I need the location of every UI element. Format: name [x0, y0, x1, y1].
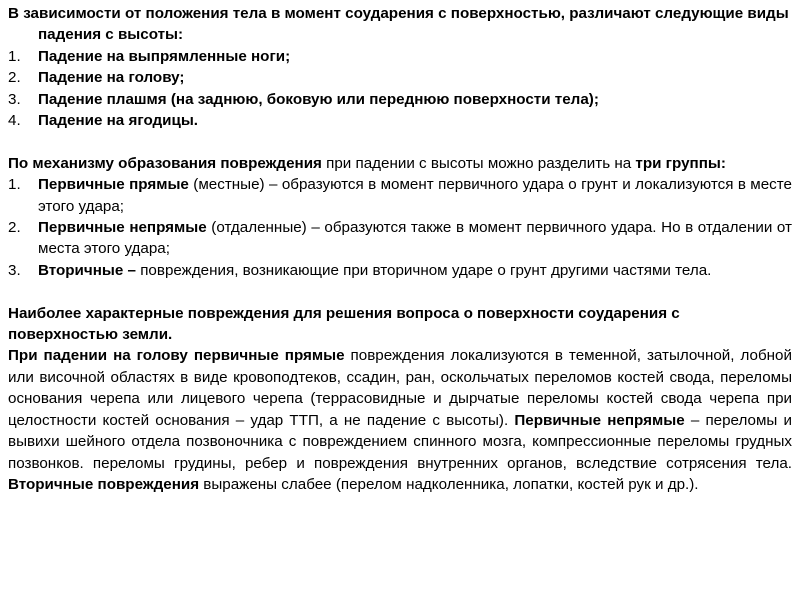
- injury-group-item-1: 1. Первичные прямые (местные) – образуются в момент первичного удара о грунт и локализуются в месте этого удара;: [8, 176, 792, 215]
- fall-type-item-4: 4. Падение на ягодицы.: [8, 112, 199, 130]
- section2-intro: По механизму образования повреждения при падении с высоты можно разделить на три группы:: [8, 154, 726, 172]
- slide-text: [8, 3, 792, 495]
- injury-group-item-2: 2. Первичные непрямые (отдаленные) – образуются также в момент первичного удара. Но в отдалении от места этого удара;: [8, 219, 792, 258]
- spacer: [8, 281, 792, 302]
- injury-groups-list: [8, 174, 792, 281]
- fall-type-item-2: 2. Падение на голову;: [8, 69, 185, 87]
- spacer: [8, 131, 792, 152]
- fall-type-item-3: 3. Падение плашмя (на заднюю, боковую или переднюю поверхности тела);: [8, 90, 599, 108]
- fall-types-list: [8, 46, 792, 132]
- section3-heading: Наиболее характерные повреждения для решения вопроса о поверхности соударения с поверхностью земли.: [8, 304, 680, 344]
- section1-intro: В зависимости от положения тела в момент соударения с поверхностью, различают следующие виды падения с высоты:: [8, 5, 789, 44]
- fall-type-item-1: 1. Падение на выпрямленные ноги;: [8, 47, 291, 65]
- injury-group-item-3: 3. Вторичные – повреждения, возникающие при вторичном ударе о грунт другими частями тела.: [8, 261, 712, 279]
- section3-paragraph: При падении на голову первичные прямые повреждения локализуются в теменной, затылочной, лобной или височной областях в виде кровоподтеков, ссадин, ран, оскольчатых переломов костей свода, переломы основания черепа или лицевого черепа (террасовидные и дырчатые переломы костей свода черепа при целостности костей основания – удар ТТП, а не падение с высоты). Первичные непрямые – переломы и вывихи шейного отдела позвоночника с повреждением спинного мозга, компрессионные переломы грудных позвонков. переломы грудины, ребер и повреждения внутренних органов, вследствие сотрясения тела. Вторичные повреждения выражены слабее (перелом надколенника, лопатки, костей рук и др.).: [8, 347, 792, 493]
